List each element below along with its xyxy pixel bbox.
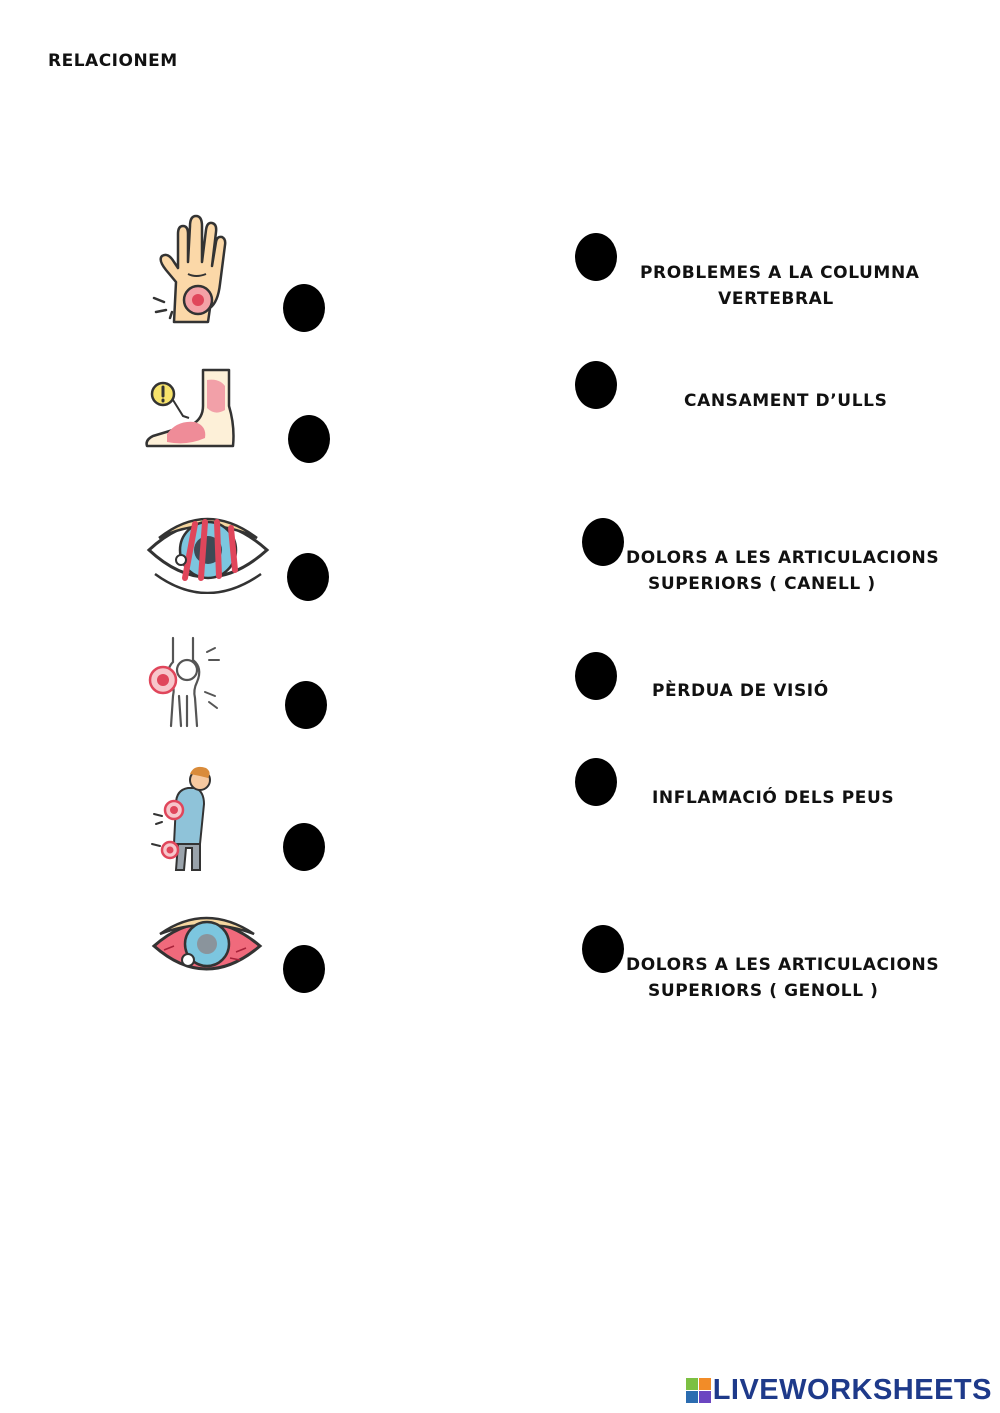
answer-eye-fatigue: CANSAMENT D’ULLS: [684, 391, 888, 411]
wrist-pain-icon: [150, 212, 230, 324]
answer-line: DOLORS A LES ARTICULACIONS: [626, 548, 940, 568]
knee-pain-icon: [145, 636, 229, 728]
right-match-dot[interactable]: [575, 652, 617, 700]
answer-knee-pain: [626, 952, 939, 1004]
right-match-dot[interactable]: [582, 925, 624, 973]
right-match-dot[interactable]: [575, 758, 617, 806]
eye-strain-icon: [145, 504, 271, 594]
answer-foot-inflammation: INFLAMACIÓ DELS PEUS: [652, 788, 895, 808]
answer-line: VERTEBRAL: [718, 289, 834, 309]
answer-column-problems: [640, 260, 920, 312]
answer-wrist-pain: [626, 545, 939, 597]
page-title: RELACIONEM: [48, 51, 178, 71]
brand-name: LIVEWORKSHEETS: [712, 1374, 992, 1406]
right-match-dot[interactable]: [575, 361, 617, 409]
answer-vision-loss: PÈRDUA DE VISIÓ: [652, 681, 829, 701]
back-pain-icon: [148, 764, 218, 872]
right-match-dot[interactable]: [582, 518, 624, 566]
brand-mark-icon: [686, 1378, 711, 1403]
answer-line: SUPERIORS ( CANELL ): [648, 574, 876, 594]
answer-line: SUPERIORS ( GENOLL ): [648, 981, 879, 1001]
brand-logo: [686, 1374, 992, 1407]
swollen-foot-icon: [143, 366, 243, 452]
left-match-dot[interactable]: [283, 945, 325, 993]
left-match-dot[interactable]: [288, 415, 330, 463]
left-match-dot[interactable]: [283, 284, 325, 332]
red-eye-icon: [150, 906, 264, 984]
answer-line: DOLORS A LES ARTICULACIONS: [626, 955, 940, 975]
left-match-dot[interactable]: [285, 681, 327, 729]
answer-line: PROBLEMES A LA COLUMNA: [640, 263, 920, 283]
right-match-dot[interactable]: [575, 233, 617, 281]
left-match-dot[interactable]: [287, 553, 329, 601]
left-match-dot[interactable]: [283, 823, 325, 871]
